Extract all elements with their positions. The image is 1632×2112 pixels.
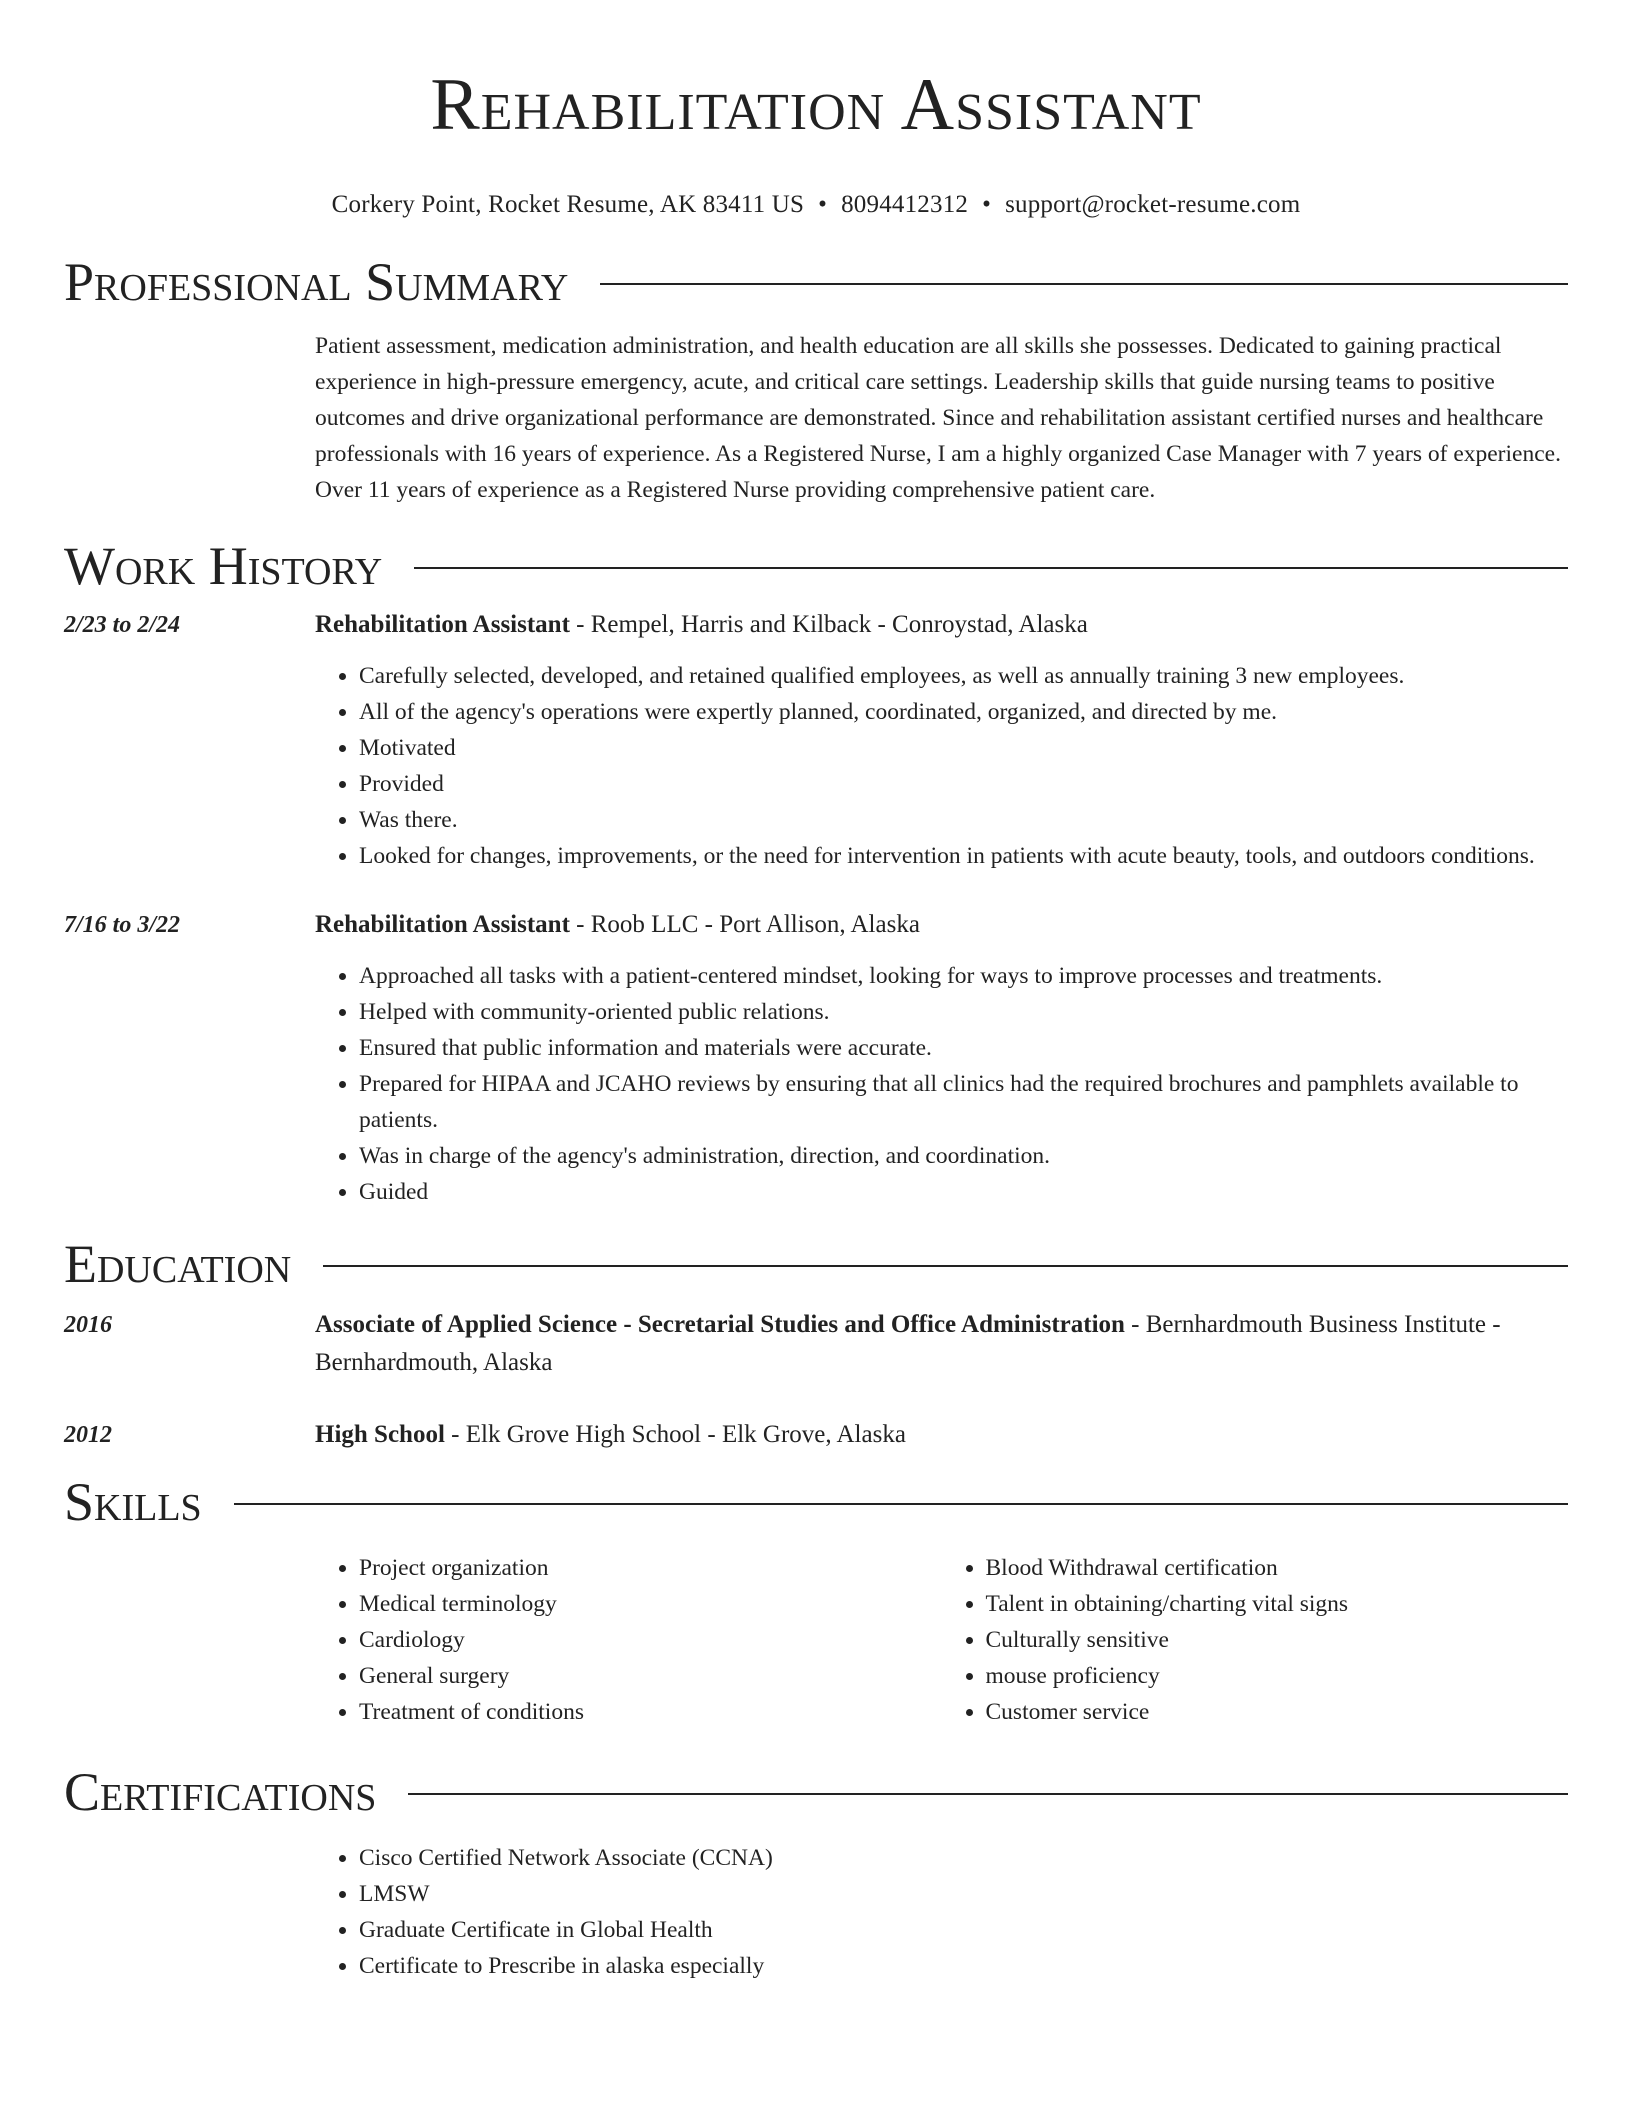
education-entry <box>64 1306 1568 1382</box>
skills-columns <box>315 1550 1568 1730</box>
job-company: - Rempel, Harris and Kilback - Conroystad, Alaska <box>569 611 1088 638</box>
work-section-header <box>64 534 1568 598</box>
skills-section-header <box>64 1470 1568 1534</box>
certification-item: • Cisco Certified Network Associate (CCNA) <box>359 1840 1568 1876</box>
contact-phone: 8094412312 <box>841 191 969 218</box>
contact-line <box>64 190 1568 220</box>
skills-list-left <box>315 1550 942 1730</box>
job-company: - Roob LLC - Port Allison, Alaska <box>569 911 920 938</box>
job-title-line <box>315 906 1568 944</box>
education-degree: Associate of Applied Science - Secretarial Studies and Office Administration <box>315 1311 1125 1338</box>
certification-item: • Graduate Certificate in Global Health <box>359 1912 1568 1948</box>
education-section-header <box>64 1232 1568 1296</box>
candidate-name: Rehabilitation Assistant <box>430 64 1202 146</box>
section-divider <box>234 1503 1568 1505</box>
skill-item: • mouse proficiency <box>986 1658 1569 1694</box>
education-school: - Elk Grove High School - Elk Grove, Alaska <box>444 1421 906 1448</box>
certification-item: • LMSW <box>359 1876 1568 1912</box>
summary-text: Patient assessment, medication administration, and health education are all skills she possesses. Dedicated to gaining practical experience in high-pressure emergency, acute, and critical care settings. Leadership skills that guide nursing teams to positive outcomes and drive organizational performance are demonstrated. Since and rehabilitation assistant certified nurses and healthcare professionals with 16 years of experience. As a Registered Nurse, I am a highly organized Case Manager with 7 years of experience. Over 11 years of experience as a Registered Nurse providing comprehensive patient care. <box>315 333 1561 503</box>
section-title-education: Education <box>64 1234 292 1294</box>
job-bullets-wrap <box>315 658 1568 874</box>
certifications-wrap <box>315 1840 1568 1984</box>
skill-item: • Project organization <box>359 1550 942 1586</box>
skill-item: • Culturally sensitive <box>986 1622 1569 1658</box>
education-year: 2016 <box>64 1312 112 1338</box>
section-divider <box>600 283 1568 285</box>
job-bullet-list <box>315 958 1568 1210</box>
education-degree: High School <box>315 1421 445 1448</box>
skill-item: • Medical terminology <box>359 1586 942 1622</box>
job-dates: 2/23 to 2/24 <box>64 612 181 638</box>
job-bullet: • Ensured that public information and materials were accurate. <box>359 1030 1568 1066</box>
section-divider <box>323 1265 1568 1267</box>
contact-separator: • <box>818 191 828 218</box>
job-dates: 7/16 to 3/22 <box>64 912 181 938</box>
job-bullet: • Guided <box>359 1174 1568 1210</box>
education-line <box>315 1416 1568 1454</box>
contact-separator: • <box>982 191 992 218</box>
contact-email: support@rocket-resume.com <box>1005 191 1301 218</box>
job-role: Rehabilitation Assistant <box>315 911 570 938</box>
job-bullet: • Helped with community-oriented public relations. <box>359 994 1568 1030</box>
job-bullet: • Prepared for HIPAA and JCAHO reviews by ensuring that all clinics had the required brochures and pamphlets available to patients. <box>359 1066 1568 1138</box>
contact-address: Corkery Point, Rocket Resume, AK 83411 US <box>331 191 805 218</box>
job-bullet: • Was in charge of the agency's administration, direction, and coordination. <box>359 1138 1568 1174</box>
skill-item: • Talent in obtaining/charting vital signs <box>986 1586 1569 1622</box>
skill-item: • Blood Withdrawal certification <box>986 1550 1569 1586</box>
job-bullet: • Approached all tasks with a patient-centered mindset, looking for ways to improve processes and treatments. <box>359 958 1568 994</box>
skills-list-right <box>942 1550 1569 1730</box>
job-bullet: • Motivated <box>359 730 1568 766</box>
section-title-skills: Skills <box>64 1472 202 1532</box>
job-bullet: • Provided <box>359 766 1568 802</box>
skill-item: • General surgery <box>359 1658 942 1694</box>
job-bullet-list <box>315 658 1568 874</box>
job-bullet: • Was there. <box>359 802 1568 838</box>
job-bullet: • Carefully selected, developed, and retained qualified employees, as well as annually training 3 new employees. <box>359 658 1568 694</box>
job-bullet: • Looked for changes, improvements, or the need for intervention in patients with acute beauty, tools, and outdoors conditions. <box>359 838 1568 874</box>
section-divider <box>414 567 1568 569</box>
section-title-summary: Professional Summary <box>64 252 569 312</box>
job-entry <box>64 606 1568 874</box>
job-bullet: • All of the agency's operations were expertly planned, coordinated, organized, and directed by me. <box>359 694 1568 730</box>
skill-item: • Treatment of conditions <box>359 1694 942 1730</box>
summary-section-header <box>64 250 1568 314</box>
education-line <box>315 1306 1568 1382</box>
job-bullets-wrap <box>315 958 1568 1210</box>
job-role: Rehabilitation Assistant <box>315 611 570 638</box>
section-title-certifications: Certifications <box>64 1762 377 1822</box>
job-title-line <box>315 606 1568 644</box>
section-title-work-history: Work History <box>64 536 383 596</box>
job-header <box>64 906 1568 944</box>
job-entry <box>64 906 1568 1210</box>
job-header <box>64 606 1568 644</box>
certification-item: • Certificate to Prescribe in alaska especially <box>359 1948 1568 1984</box>
section-divider <box>408 1793 1568 1795</box>
education-school: - Bernhardmouth Business Institute - Bernhardmouth, Alaska <box>315 1311 1501 1376</box>
education-year: 2012 <box>64 1422 112 1448</box>
education-entry <box>64 1416 1568 1454</box>
skill-item: • Cardiology <box>359 1622 942 1658</box>
certifications-list <box>315 1840 1568 1984</box>
skill-item: • Customer service <box>986 1694 1569 1730</box>
certifications-section-header <box>64 1760 1568 1824</box>
